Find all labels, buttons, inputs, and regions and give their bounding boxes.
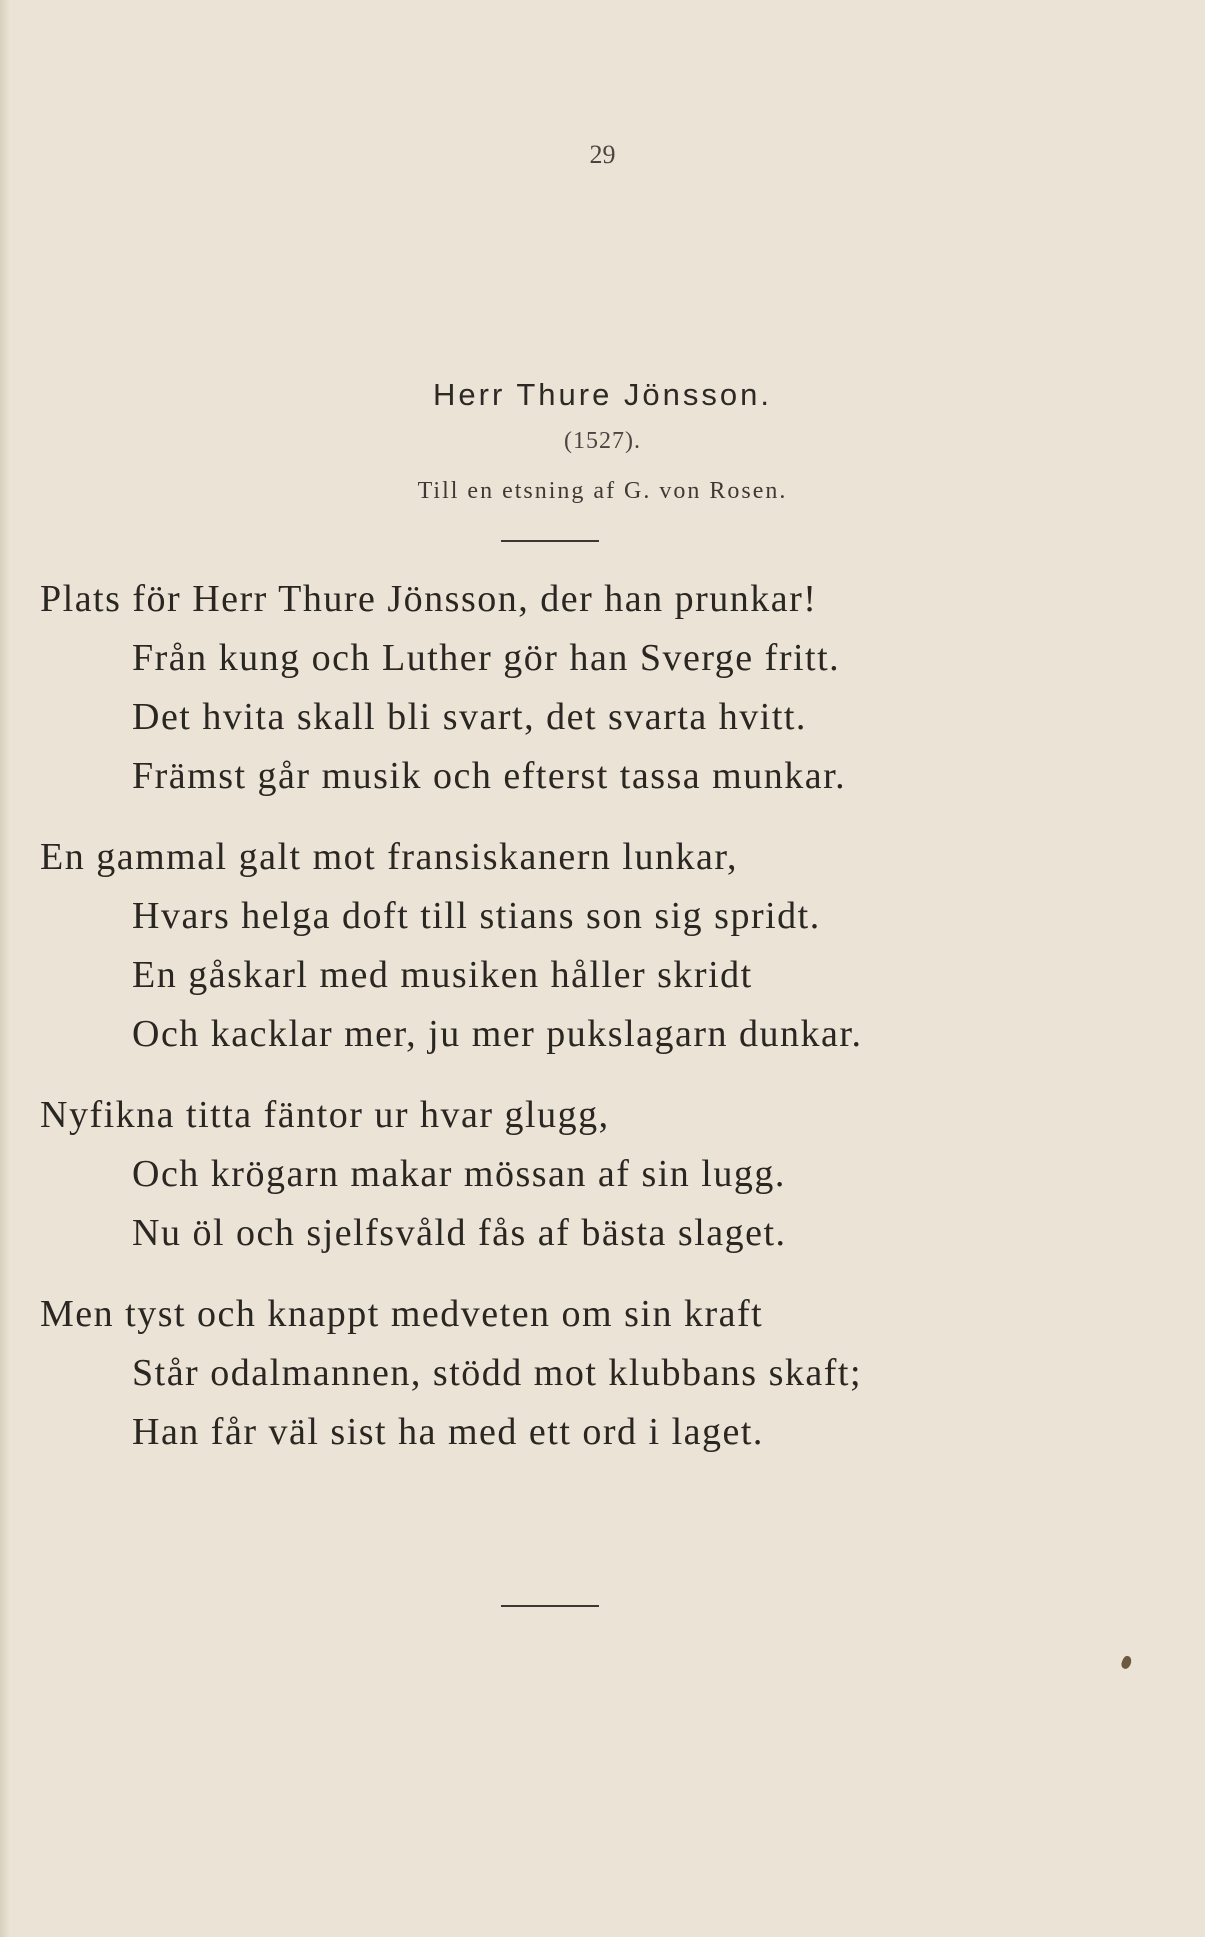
poem-title: Herr Thure Jönsson. [433,377,772,412]
poem-line: Hvars helga doft till stians son sig spridt. [132,895,821,937]
ink-speck [1120,1655,1134,1671]
poem-line: Och krögarn makar mössan af sin lugg. [132,1153,786,1195]
poem-line: En gammal galt mot fransiskanern lunkar, [40,836,738,878]
poem-line: Och kacklar mer, ju mer pukslagarn dunkar. [132,1013,863,1055]
title-divider [501,540,599,542]
stanza-2 [40,828,1140,1064]
poem-line: Plats för Herr Thure Jönsson, der han prunkar! [40,578,818,620]
poem-line: Nyfikna titta fäntor ur hvar glugg, [40,1094,610,1136]
page-edge-shadow [0,0,10,1937]
poem-dedication: Till en etsning af G. von Rosen. [417,478,788,504]
poem-line: Främst går musik och efterst tassa munkar. [132,755,847,797]
poem-line: Men tyst och knappt medveten om sin kraft [40,1293,764,1335]
poem-line: Står odalmannen, stödd mot klubbans skaft; [132,1352,863,1394]
stanza-3 [40,1086,1140,1263]
poem-line: Han får väl sist ha med ett ord i laget. [132,1411,764,1453]
stanza-4 [40,1285,1140,1462]
poem-line: Det hvita skall bli svart, det svarta hvitt. [132,696,807,738]
poem-body [40,570,1140,1484]
end-divider [501,1605,599,1607]
stanza-1 [40,570,1140,806]
poem-year: (1527). [564,428,641,454]
poem-line: En gåskarl med musiken håller skridt [132,954,753,996]
page-number: 29 [589,140,616,169]
poem-line: Nu öl och sjelfsvåld fås af bästa slaget. [132,1212,787,1254]
poem-line: Från kung och Luther gör han Sverge fritt. [132,637,841,679]
